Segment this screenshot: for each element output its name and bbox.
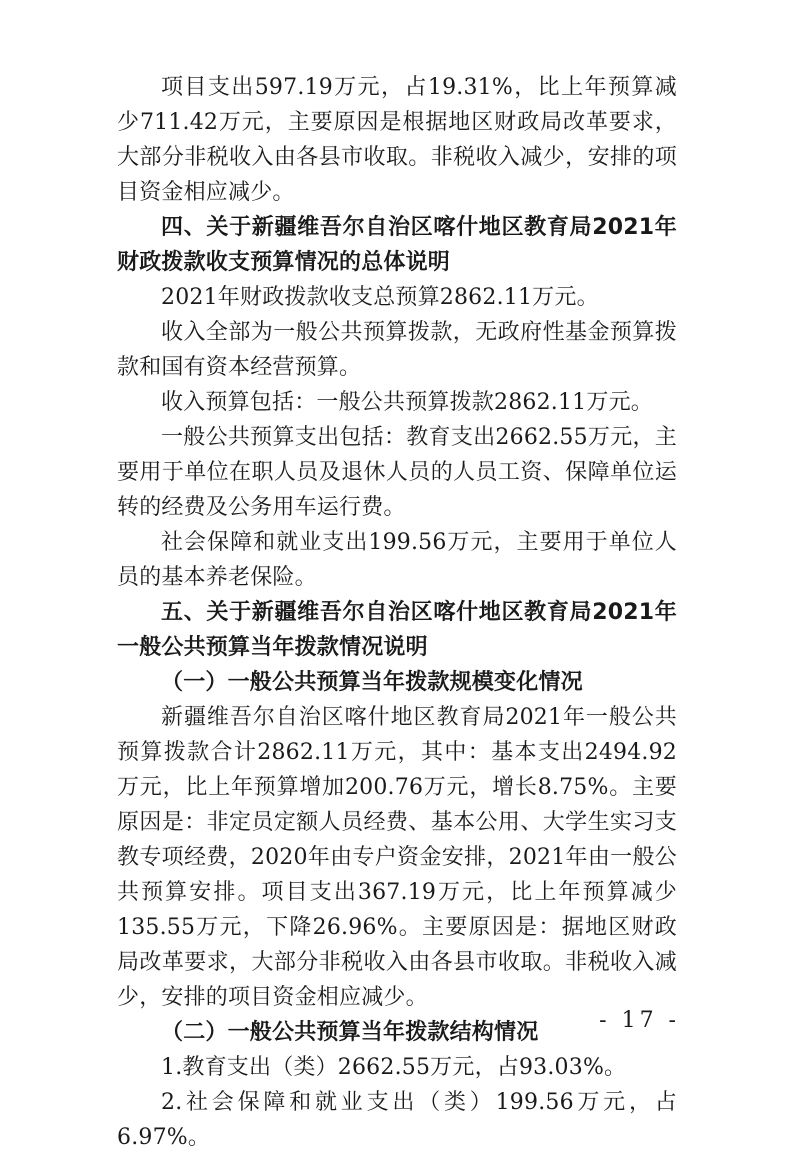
- section-heading-5: 五、关于新疆维吾尔自治区喀什地区教育局2021年一般公共预算当年拨款情况说明: [117, 600, 677, 660]
- page-number: - 17 -: [599, 1008, 680, 1033]
- paragraph-structure-education: 1.教育支出（类）2662.55万元，占93.03%。: [161, 1055, 627, 1080]
- paragraph-income-budget: 收入预算包括：一般公共预算拨款2862.11万元。: [161, 390, 653, 415]
- document-body: [117, 70, 677, 1155]
- paragraph-project-expense: 项目支出597.19万元，占19.31%，比上年预算减少711.42万元，主要原因是根据地区财政局改革要求，大部分非税收入由各县市收取。非税收入减少，安排的项目资金相应减少。: [117, 75, 677, 205]
- section-heading-4: 四、关于新疆维吾尔自治区喀什地区教育局2021年财政拨款收支预算情况的总体说明: [117, 215, 677, 275]
- paragraph-scale-change: 新疆维吾尔自治区喀什地区教育局2021年一般公共预算拨款合计2862.11万元，其中：基本支出2494.92万元，比上年预算增加200.76万元，增长8.75%。主要原因是：非定员定额人员经费、基本公用、大学生实习支教专项经费，2020年由专户资金安排，2021年由一般公共预算安排。项目支出367.19万元，比上年预算减少135.55万元，下降26.96%。主要原因是：据地区财政局改革要求，大部分非税收入由各县市收取。非税收入减少，安排的项目资金相应减少。: [117, 705, 677, 1010]
- paragraph-education-expense: 一般公共预算支出包括：教育支出2662.55万元，主要用于单位在职人员及退休人员的人员工资、保障单位运转的经费及公务用车运行费。: [117, 425, 677, 520]
- paragraph-structure-social: 2.社会保障和就业支出（类）199.56万元，占6.97%。: [117, 1090, 677, 1150]
- paragraph-total-budget: 2021年财政拨款收支总预算2862.11万元。: [161, 285, 599, 310]
- paragraph-social-security: 社会保障和就业支出199.56万元，主要用于单位人员的基本养老保险。: [117, 530, 677, 590]
- paragraph-income-source: 收入全部为一般公共预算拨款，无政府性基金预算拨款和国有资本经营预算。: [117, 320, 677, 380]
- subsection-heading-2: （二）一般公共预算当年拨款结构情况: [161, 1019, 539, 1045]
- subsection-heading-1: （一）一般公共预算当年拨款规模变化情况: [161, 669, 583, 695]
